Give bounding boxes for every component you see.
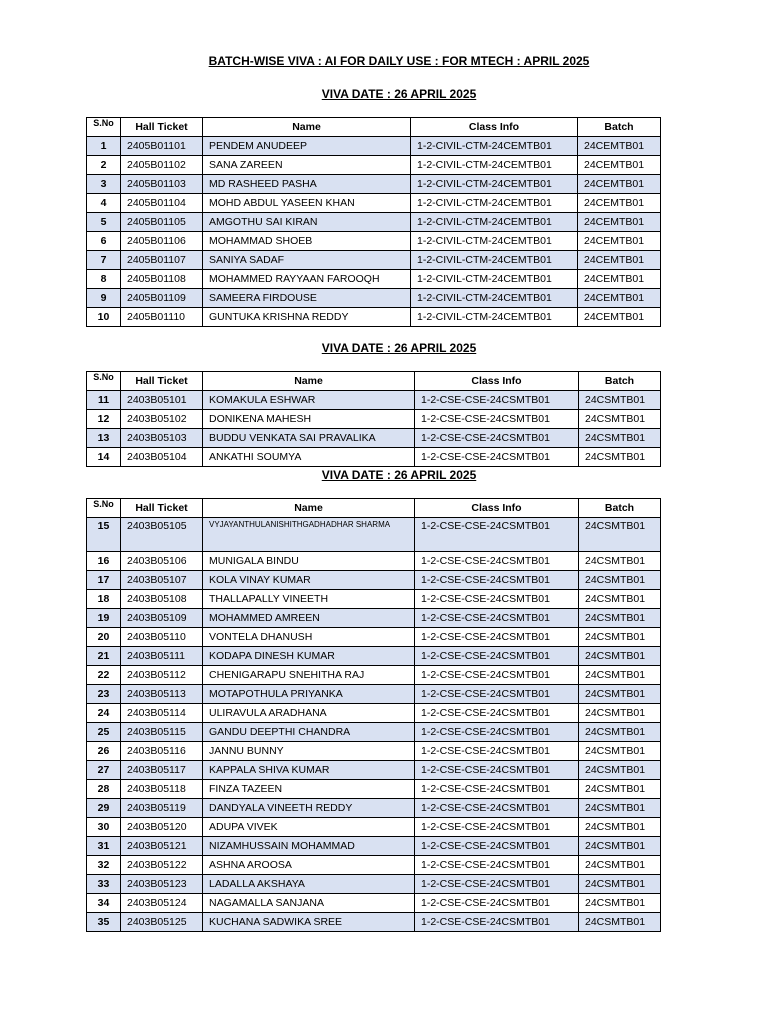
cell-class-info: 1-2-CIVIL-CTM-24CEMTB01	[411, 137, 578, 156]
cell-batch: 24CSMTB01	[579, 628, 661, 647]
cell-class-info: 1-2-CIVIL-CTM-24CEMTB01	[411, 156, 578, 175]
cell-sno: 19	[87, 609, 121, 628]
table-row	[87, 780, 661, 799]
cell-sno: 26	[87, 742, 121, 761]
cell-batch: 24CEMTB01	[578, 137, 661, 156]
table-row	[87, 647, 661, 666]
cell-batch: 24CSMTB01	[579, 647, 661, 666]
cell-name: MD RASHEED PASHA	[203, 175, 411, 194]
cell-sno: 4	[87, 194, 121, 213]
table-row	[87, 410, 661, 429]
cell-class-info: 1-2-CSE-CSE-24CSMTB01	[415, 429, 579, 448]
cell-name: FINZA TAZEEN	[203, 780, 415, 799]
cell-hall-ticket: 2405B01110	[121, 308, 203, 327]
cell-batch: 24CEMTB01	[578, 251, 661, 270]
cell-class-info: 1-2-CIVIL-CTM-24CEMTB01	[411, 308, 578, 327]
table-row	[87, 448, 661, 467]
cell-sno: 29	[87, 799, 121, 818]
table-row	[87, 666, 661, 685]
cell-hall-ticket: 2403B05114	[121, 704, 203, 723]
cell-class-info: 1-2-CSE-CSE-24CSMTB01	[415, 856, 579, 875]
cell-sno: 28	[87, 780, 121, 799]
cell-class-info: 1-2-CSE-CSE-24CSMTB01	[415, 609, 579, 628]
table-header-row	[87, 118, 661, 137]
cell-hall-ticket: 2403B05120	[121, 818, 203, 837]
cell-hall-ticket: 2403B05111	[121, 647, 203, 666]
cell-hall-ticket: 2403B05125	[121, 913, 203, 932]
table-header-row	[87, 372, 661, 391]
cell-batch: 24CEMTB01	[578, 232, 661, 251]
table-row	[87, 518, 661, 552]
cell-hall-ticket: 2405B01107	[121, 251, 203, 270]
cell-hall-ticket: 2403B05119	[121, 799, 203, 818]
cell-name: PENDEM ANUDEEP	[203, 137, 411, 156]
cell-name: VYJAYANTHULANISHITHGADHADHAR SHARMA	[203, 518, 415, 552]
cell-sno: 35	[87, 913, 121, 932]
cell-name: ANKATHI SOUMYA	[203, 448, 415, 467]
cell-batch: 24CEMTB01	[578, 213, 661, 232]
cell-sno: 3	[87, 175, 121, 194]
cell-sno: 8	[87, 270, 121, 289]
cell-class-info: 1-2-CSE-CSE-24CSMTB01	[415, 410, 579, 429]
cell-hall-ticket: 2405B01105	[121, 213, 203, 232]
cell-batch: 24CEMTB01	[578, 156, 661, 175]
cell-sno: 33	[87, 875, 121, 894]
cell-hall-ticket: 2403B05103	[121, 429, 203, 448]
header-batch: Batch	[579, 372, 661, 391]
cell-name: AMGOTHU SAI KIRAN	[203, 213, 411, 232]
cell-batch: 24CEMTB01	[578, 270, 661, 289]
table-row	[87, 761, 661, 780]
cell-sno: 5	[87, 213, 121, 232]
cell-name: MUNIGALA BINDU	[203, 552, 415, 571]
cell-class-info: 1-2-CSE-CSE-24CSMTB01	[415, 742, 579, 761]
cell-batch: 24CSMTB01	[579, 410, 661, 429]
cell-name: KODAPA DINESH KUMAR	[203, 647, 415, 666]
cell-name: MOHAMMED RAYYAAN FAROOQH	[203, 270, 411, 289]
cell-class-info: 1-2-CSE-CSE-24CSMTB01	[415, 647, 579, 666]
header-class-info: Class Info	[411, 118, 578, 137]
cell-name: KUCHANA SADWIKA SREE	[203, 913, 415, 932]
cell-name: SAMEERA FIRDOUSE	[203, 289, 411, 308]
header-class-info: Class Info	[415, 372, 579, 391]
table-row	[87, 837, 661, 856]
header-batch: Batch	[579, 499, 661, 518]
cell-sno: 2	[87, 156, 121, 175]
table-row	[87, 609, 661, 628]
cell-batch: 24CEMTB01	[578, 175, 661, 194]
batch-table-3	[86, 498, 661, 932]
cell-class-info: 1-2-CIVIL-CTM-24CEMTB01	[411, 213, 578, 232]
cell-name: JANNU BUNNY	[203, 742, 415, 761]
cell-batch: 24CSMTB01	[579, 590, 661, 609]
cell-hall-ticket: 2403B05117	[121, 761, 203, 780]
cell-name: ASHNA AROOSA	[203, 856, 415, 875]
cell-batch: 24CEMTB01	[578, 194, 661, 213]
table-row	[87, 913, 661, 932]
table-row	[87, 628, 661, 647]
cell-class-info: 1-2-CSE-CSE-24CSMTB01	[415, 685, 579, 704]
cell-name: MOHAMMED AMREEN	[203, 609, 415, 628]
cell-name: MOTAPOTHULA PRIYANKA	[203, 685, 415, 704]
cell-name: SANA ZAREEN	[203, 156, 411, 175]
cell-sno: 32	[87, 856, 121, 875]
table-row	[87, 742, 661, 761]
cell-hall-ticket: 2403B05108	[121, 590, 203, 609]
cell-batch: 24CSMTB01	[579, 609, 661, 628]
cell-hall-ticket: 2405B01102	[121, 156, 203, 175]
cell-hall-ticket: 2403B05106	[121, 552, 203, 571]
cell-name: VONTELA DHANUSH	[203, 628, 415, 647]
batch-table-2	[86, 371, 661, 467]
cell-batch: 24CSMTB01	[579, 856, 661, 875]
header-class-info: Class Info	[415, 499, 579, 518]
cell-hall-ticket: 2403B05105	[121, 518, 203, 552]
cell-hall-ticket: 2403B05101	[121, 391, 203, 410]
header-name: Name	[203, 118, 411, 137]
cell-sno: 9	[87, 289, 121, 308]
cell-name: DONIKENA MAHESH	[203, 410, 415, 429]
cell-sno: 34	[87, 894, 121, 913]
cell-batch: 24CSMTB01	[579, 518, 661, 552]
table-row	[87, 856, 661, 875]
cell-hall-ticket: 2403B05115	[121, 723, 203, 742]
cell-sno: 14	[87, 448, 121, 467]
cell-hall-ticket: 2405B01109	[121, 289, 203, 308]
cell-class-info: 1-2-CSE-CSE-24CSMTB01	[415, 628, 579, 647]
cell-class-info: 1-2-CIVIL-CTM-24CEMTB01	[411, 251, 578, 270]
cell-class-info: 1-2-CSE-CSE-24CSMTB01	[415, 799, 579, 818]
cell-batch: 24CSMTB01	[579, 818, 661, 837]
cell-hall-ticket: 2403B05116	[121, 742, 203, 761]
cell-class-info: 1-2-CSE-CSE-24CSMTB01	[415, 704, 579, 723]
cell-name: MOHD ABDUL YASEEN KHAN	[203, 194, 411, 213]
cell-hall-ticket: 2405B01104	[121, 194, 203, 213]
cell-batch: 24CSMTB01	[579, 742, 661, 761]
cell-sno: 13	[87, 429, 121, 448]
cell-sno: 23	[87, 685, 121, 704]
cell-name: GANDU DEEPTHI CHANDRA	[203, 723, 415, 742]
section-heading-3: VIVA DATE : 26 APRIL 2025	[321, 468, 477, 482]
cell-class-info: 1-2-CSE-CSE-24CSMTB01	[415, 391, 579, 410]
table-row	[87, 875, 661, 894]
cell-sno: 7	[87, 251, 121, 270]
cell-name: KOLA VINAY KUMAR	[203, 571, 415, 590]
table-row	[87, 552, 661, 571]
cell-class-info: 1-2-CSE-CSE-24CSMTB01	[415, 837, 579, 856]
cell-sno: 24	[87, 704, 121, 723]
table-row	[87, 175, 661, 194]
cell-batch: 24CSMTB01	[579, 837, 661, 856]
cell-hall-ticket: 2403B05121	[121, 837, 203, 856]
cell-hall-ticket: 2403B05110	[121, 628, 203, 647]
table-row	[87, 289, 661, 308]
table-row	[87, 232, 661, 251]
cell-batch: 24CSMTB01	[579, 666, 661, 685]
cell-sno: 1	[87, 137, 121, 156]
table-row	[87, 723, 661, 742]
cell-batch: 24CSMTB01	[579, 391, 661, 410]
cell-batch: 24CSMTB01	[579, 723, 661, 742]
cell-class-info: 1-2-CSE-CSE-24CSMTB01	[415, 448, 579, 467]
table-row	[87, 270, 661, 289]
cell-class-info: 1-2-CSE-CSE-24CSMTB01	[415, 818, 579, 837]
table-row	[87, 251, 661, 270]
cell-batch: 24CSMTB01	[579, 799, 661, 818]
cell-name: LADALLA AKSHAYA	[203, 875, 415, 894]
cell-batch: 24CSMTB01	[579, 894, 661, 913]
cell-batch: 24CSMTB01	[579, 875, 661, 894]
table-row	[87, 571, 661, 590]
cell-sno: 30	[87, 818, 121, 837]
table-row	[87, 685, 661, 704]
cell-class-info: 1-2-CSE-CSE-24CSMTB01	[415, 780, 579, 799]
table-row	[87, 590, 661, 609]
cell-class-info: 1-2-CSE-CSE-24CSMTB01	[415, 894, 579, 913]
cell-class-info: 1-2-CSE-CSE-24CSMTB01	[415, 518, 579, 552]
cell-batch: 24CEMTB01	[578, 289, 661, 308]
table-row	[87, 213, 661, 232]
cell-name: CHENIGARAPU SNEHITHA RAJ	[203, 666, 415, 685]
page-title: BATCH-WISE VIVA : AI FOR DAILY USE : FOR MTECH : APRIL 2025	[208, 54, 590, 68]
header-sno: S.No	[87, 118, 121, 137]
cell-class-info: 1-2-CSE-CSE-24CSMTB01	[415, 666, 579, 685]
cell-sno: 10	[87, 308, 121, 327]
section-heading-1: VIVA DATE : 26 APRIL 2025	[321, 87, 477, 101]
cell-name: BUDDU VENKATA SAI PRAVALIKA	[203, 429, 415, 448]
cell-batch: 24CSMTB01	[579, 913, 661, 932]
cell-class-info: 1-2-CSE-CSE-24CSMTB01	[415, 590, 579, 609]
cell-class-info: 1-2-CIVIL-CTM-24CEMTB01	[411, 289, 578, 308]
cell-class-info: 1-2-CIVIL-CTM-24CEMTB01	[411, 194, 578, 213]
header-name: Name	[203, 499, 415, 518]
cell-name: GUNTUKA KRISHNA REDDY	[203, 308, 411, 327]
cell-batch: 24CSMTB01	[579, 571, 661, 590]
header-name: Name	[203, 372, 415, 391]
cell-sno: 18	[87, 590, 121, 609]
cell-class-info: 1-2-CSE-CSE-24CSMTB01	[415, 875, 579, 894]
cell-hall-ticket: 2403B05113	[121, 685, 203, 704]
table-header-row	[87, 499, 661, 518]
cell-sno: 17	[87, 571, 121, 590]
cell-sno: 20	[87, 628, 121, 647]
header-batch: Batch	[578, 118, 661, 137]
cell-sno: 6	[87, 232, 121, 251]
cell-sno: 12	[87, 410, 121, 429]
cell-hall-ticket: 2403B05107	[121, 571, 203, 590]
cell-class-info: 1-2-CSE-CSE-24CSMTB01	[415, 723, 579, 742]
table-row	[87, 308, 661, 327]
cell-sno: 27	[87, 761, 121, 780]
cell-hall-ticket: 2403B05104	[121, 448, 203, 467]
cell-name: NIZAMHUSSAIN MOHAMMAD	[203, 837, 415, 856]
header-sno: S.No	[87, 499, 121, 518]
cell-hall-ticket: 2405B01106	[121, 232, 203, 251]
header-hall-ticket: Hall Ticket	[121, 118, 203, 137]
table-row	[87, 156, 661, 175]
cell-batch: 24CSMTB01	[579, 552, 661, 571]
cell-name: MOHAMMAD SHOEB	[203, 232, 411, 251]
cell-class-info: 1-2-CIVIL-CTM-24CEMTB01	[411, 270, 578, 289]
table-row	[87, 137, 661, 156]
cell-batch: 24CSMTB01	[579, 761, 661, 780]
batch-table-1	[86, 117, 661, 327]
cell-batch: 24CEMTB01	[578, 308, 661, 327]
cell-name: SANIYA SADAF	[203, 251, 411, 270]
cell-hall-ticket: 2403B05102	[121, 410, 203, 429]
cell-class-info: 1-2-CIVIL-CTM-24CEMTB01	[411, 232, 578, 251]
cell-batch: 24CSMTB01	[579, 429, 661, 448]
cell-sno: 25	[87, 723, 121, 742]
cell-class-info: 1-2-CSE-CSE-24CSMTB01	[415, 552, 579, 571]
cell-hall-ticket: 2403B05109	[121, 609, 203, 628]
cell-name: ADUPA VIVEK	[203, 818, 415, 837]
section-heading-2: VIVA DATE : 26 APRIL 2025	[321, 341, 477, 355]
cell-sno: 16	[87, 552, 121, 571]
table-row	[87, 391, 661, 410]
cell-hall-ticket: 2403B05124	[121, 894, 203, 913]
cell-hall-ticket: 2403B05122	[121, 856, 203, 875]
table-row	[87, 799, 661, 818]
cell-hall-ticket: 2405B01101	[121, 137, 203, 156]
header-hall-ticket: Hall Ticket	[121, 499, 203, 518]
cell-class-info: 1-2-CSE-CSE-24CSMTB01	[415, 571, 579, 590]
cell-name: NAGAMALLA SANJANA	[203, 894, 415, 913]
cell-sno: 21	[87, 647, 121, 666]
cell-name: KOMAKULA ESHWAR	[203, 391, 415, 410]
cell-name: KAPPALA SHIVA KUMAR	[203, 761, 415, 780]
table-row	[87, 818, 661, 837]
cell-name: ULIRAVULA ARADHANA	[203, 704, 415, 723]
cell-class-info: 1-2-CSE-CSE-24CSMTB01	[415, 913, 579, 932]
cell-batch: 24CSMTB01	[579, 685, 661, 704]
cell-sno: 15	[87, 518, 121, 552]
cell-batch: 24CSMTB01	[579, 448, 661, 467]
cell-batch: 24CSMTB01	[579, 704, 661, 723]
cell-hall-ticket: 2405B01108	[121, 270, 203, 289]
table-row	[87, 429, 661, 448]
table-row	[87, 704, 661, 723]
table-row	[87, 894, 661, 913]
table-row	[87, 194, 661, 213]
cell-hall-ticket: 2403B05112	[121, 666, 203, 685]
cell-name: DANDYALA VINEETH REDDY	[203, 799, 415, 818]
header-sno: S.No	[87, 372, 121, 391]
cell-sno: 22	[87, 666, 121, 685]
cell-class-info: 1-2-CSE-CSE-24CSMTB01	[415, 761, 579, 780]
cell-hall-ticket: 2403B05118	[121, 780, 203, 799]
cell-sno: 31	[87, 837, 121, 856]
cell-class-info: 1-2-CIVIL-CTM-24CEMTB01	[411, 175, 578, 194]
cell-hall-ticket: 2405B01103	[121, 175, 203, 194]
cell-name: THALLAPALLY VINEETH	[203, 590, 415, 609]
cell-sno: 11	[87, 391, 121, 410]
header-hall-ticket: Hall Ticket	[121, 372, 203, 391]
cell-batch: 24CSMTB01	[579, 780, 661, 799]
cell-hall-ticket: 2403B05123	[121, 875, 203, 894]
